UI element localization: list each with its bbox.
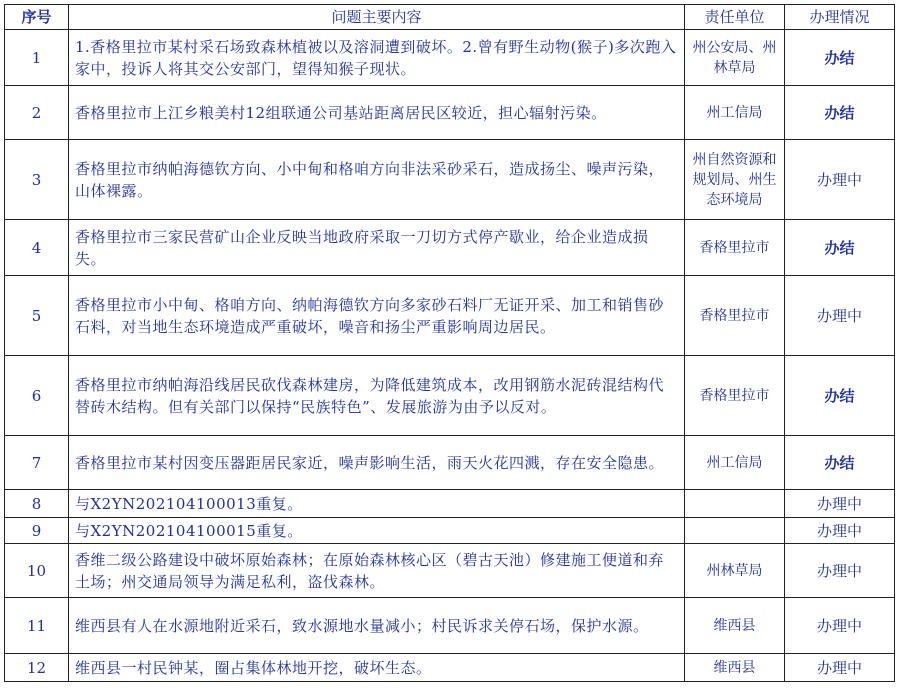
row-unit: 州工信局 xyxy=(685,86,785,140)
row-status: 办结 xyxy=(785,30,895,86)
row-content: 香格里拉市上江乡粮美村12组联通公司基站距离居民区较近，担心辐射污染。 xyxy=(69,86,685,140)
row-status: 办结 xyxy=(785,86,895,140)
row-status: 办结 xyxy=(785,220,895,276)
row-status: 办理中 xyxy=(785,518,895,544)
row-unit: 香格里拉市 xyxy=(685,356,785,436)
row-content: 维西县一村民钟某，圈占集体林地开挖，破坏生态。 xyxy=(69,654,685,682)
row-content: 香维二级公路建设中破坏原始森林；在原始森林核心区（碧古天池）修建施工便道和弃土场；州交通局领导为满足私利，盗伐森林。 xyxy=(69,544,685,598)
row-unit: 维西县 xyxy=(685,654,785,682)
row-number: 8 xyxy=(5,490,69,518)
row-status: 办理中 xyxy=(785,544,895,598)
table-row xyxy=(5,436,895,490)
row-unit: 香格里拉市 xyxy=(685,220,785,276)
complaint-table xyxy=(4,4,895,682)
row-number: 12 xyxy=(5,654,69,682)
row-number: 10 xyxy=(5,544,69,598)
row-status: 办理中 xyxy=(785,654,895,682)
row-content: 香格里拉市纳帕海德钦方向、小中甸和格咱方向非法采砂采石，造成扬尘、噪声污染，山体裸露。 xyxy=(69,140,685,220)
table-row xyxy=(5,544,895,598)
header-unit: 责任单位 xyxy=(685,5,785,30)
row-status: 办理中 xyxy=(785,140,895,220)
row-number: 4 xyxy=(5,220,69,276)
row-status: 办结 xyxy=(785,356,895,436)
row-number: 2 xyxy=(5,86,69,140)
row-unit: 维西县 xyxy=(685,598,785,654)
row-number: 5 xyxy=(5,276,69,356)
row-unit: 州工信局 xyxy=(685,436,785,490)
row-number: 9 xyxy=(5,518,69,544)
table-row xyxy=(5,598,895,654)
table-row xyxy=(5,276,895,356)
table-row xyxy=(5,220,895,276)
row-content: 香格里拉市某村因变压器距居民家近，噪声影响生活，雨天火花四溅，存在安全隐患。 xyxy=(69,436,685,490)
row-status: 办结 xyxy=(785,436,895,490)
header-status: 办理情况 xyxy=(785,5,895,30)
row-content: 维西县有人在水源地附近采石，致水源地水量减小；村民诉求关停石场，保护水源。 xyxy=(69,598,685,654)
row-number: 1 xyxy=(5,30,69,86)
row-content: 香格里拉市三家民营矿山企业反映当地政府采取一刀切方式停产歇业，给企业造成损失。 xyxy=(69,220,685,276)
row-number: 3 xyxy=(5,140,69,220)
table-row xyxy=(5,86,895,140)
table-row xyxy=(5,140,895,220)
header-no: 序号 xyxy=(5,5,69,30)
row-number: 7 xyxy=(5,436,69,490)
row-unit xyxy=(685,518,785,544)
row-unit: 香格里拉市 xyxy=(685,276,785,356)
table-row xyxy=(5,30,895,86)
row-number: 11 xyxy=(5,598,69,654)
table-row xyxy=(5,490,895,518)
row-status: 办理中 xyxy=(785,490,895,518)
row-content: 1.香格里拉市某村采石场致森林植被以及溶洞遭到破坏。2.曾有野生动物(猴子)多次跑入家中，投诉人将其交公安部门，望得知猴子现状。 xyxy=(69,30,685,86)
row-unit xyxy=(685,490,785,518)
table-header-row xyxy=(5,5,895,30)
row-unit: 州公安局、州林草局 xyxy=(685,30,785,86)
row-unit: 州自然资源和规划局、州生态环境局 xyxy=(685,140,785,220)
header-content: 问题主要内容 xyxy=(69,5,685,30)
row-status: 办理中 xyxy=(785,276,895,356)
table-row xyxy=(5,518,895,544)
row-status: 办理中 xyxy=(785,598,895,654)
table-row xyxy=(5,356,895,436)
row-content: 香格里拉市小中甸、格咱方向、纳帕海德钦方向多家砂石料厂无证开采、加工和销售砂石料，对当地生态环境造成严重破坏，噪音和扬尘严重影响周边居民。 xyxy=(69,276,685,356)
table-row xyxy=(5,654,895,682)
row-content: 与X2YN202104100013重复。 xyxy=(69,490,685,518)
row-number: 6 xyxy=(5,356,69,436)
row-content: 香格里拉市纳帕海沿线居民砍伐森林建房，为降低建筑成本，改用钢筋水泥砖混结构代替砖木结构。但有关部门以保持“民族特色”、发展旅游为由予以反对。 xyxy=(69,356,685,436)
row-content: 与X2YN202104100015重复。 xyxy=(69,518,685,544)
row-unit: 州林草局 xyxy=(685,544,785,598)
